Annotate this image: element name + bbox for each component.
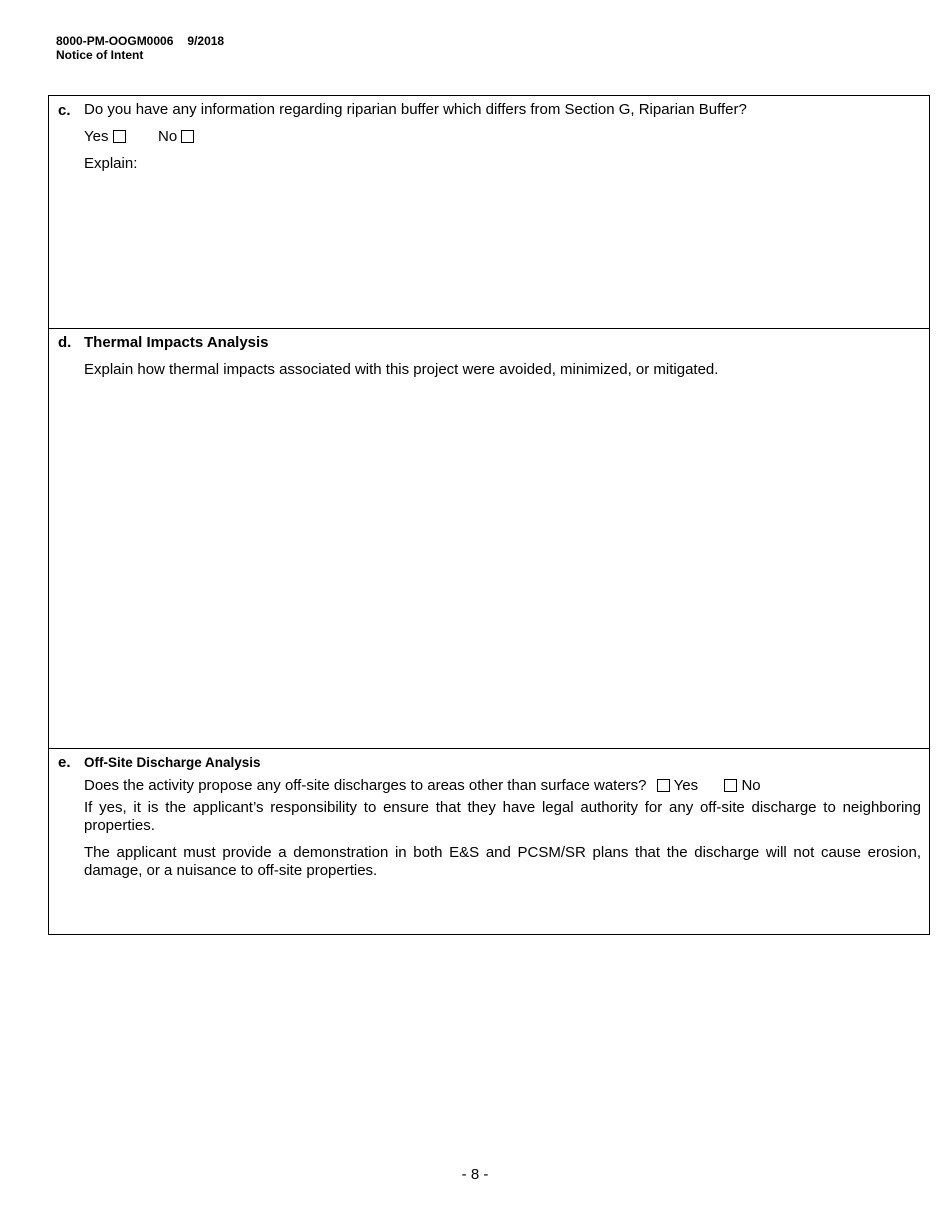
form-title: Notice of Intent (56, 48, 144, 62)
offsite-no-label: No (741, 777, 761, 794)
riparian-question: Do you have any information regarding riparian buffer which differs from Section G, Riparian Buffer? (84, 101, 747, 118)
offsite-discharge-title: Off-Site Discharge Analysis (84, 755, 261, 770)
section-d-content (84, 334, 921, 379)
thermal-impacts-title: Thermal Impacts Analysis (84, 334, 269, 351)
page-number: - 8 - (461, 1166, 489, 1183)
section-c-letter: c. (58, 102, 71, 119)
offsite-discharge-question-row (84, 777, 921, 795)
section-e-letter: e. (58, 754, 71, 771)
riparian-answer-row (84, 128, 921, 146)
riparian-explain-label: Explain: (84, 155, 138, 172)
section-c-content (84, 101, 921, 173)
section-e-content (84, 754, 921, 880)
document-header (56, 34, 224, 62)
section-c (49, 96, 929, 328)
offsite-discharge-paragraph-2: The applicant must provide a demonstration in both E&S and PCSM/SR plans that the discharge will not cause erosion, damage, or a nuisance to off-site properties. (84, 844, 921, 879)
offsite-no-checkbox[interactable] (724, 779, 737, 792)
form-date: 9/2018 (187, 34, 225, 48)
riparian-no-checkbox[interactable] (181, 130, 194, 143)
offsite-yes-checkbox[interactable] (657, 779, 670, 792)
form-code: 8000-PM-OOGM0006 (56, 34, 174, 48)
form-table (48, 95, 930, 935)
riparian-yes-checkbox[interactable] (113, 130, 126, 143)
riparian-no-label: No (158, 128, 178, 145)
offsite-discharge-question: Does the activity propose any off-site discharges to areas other than surface waters? (84, 777, 647, 794)
riparian-yes-label: Yes (84, 128, 109, 145)
offsite-yes-label: Yes (673, 777, 699, 794)
thermal-impacts-instruction: Explain how thermal impacts associated with this project were avoided, minimized, or mitigated. (84, 361, 719, 378)
section-d-letter: d. (58, 334, 72, 351)
offsite-discharge-paragraph-1: If yes, it is the applicant’s responsibility to ensure that they have legal authority for any off-site discharge to neighboring properties. (84, 799, 921, 834)
section-d (49, 328, 929, 748)
section-e (49, 748, 929, 934)
